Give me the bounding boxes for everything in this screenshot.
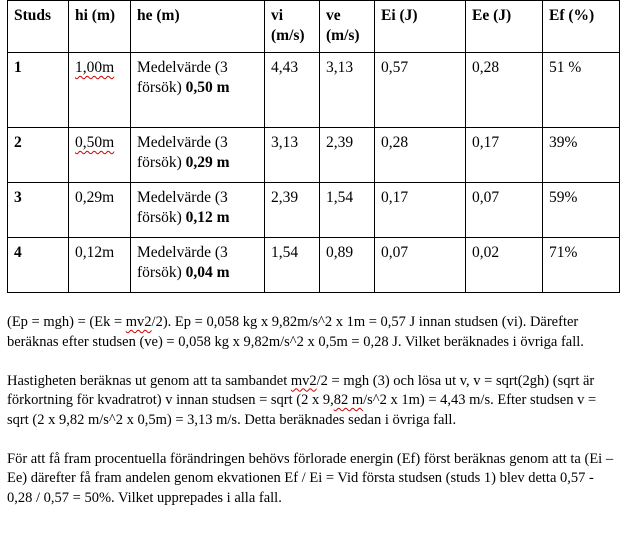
paragraph-text: /2 = mgh (3) och lösa ut v, v = sqrt(2gh) (sqrt är förkortning för kvadratrot) v innan studsen = sqrt (2 x 9, [7, 372, 595, 408]
cell-hi [69, 128, 131, 183]
paragraph-text-flagged: mv2 [290, 372, 317, 389]
cell-he [131, 53, 265, 128]
header-ee: Ee (J) [466, 1, 543, 53]
cell-vi: 3,13 [265, 128, 320, 183]
header-hi: hi (m) [69, 1, 131, 53]
hi-value: 0,29m [75, 189, 115, 206]
cell-ei: 0,28 [375, 128, 466, 183]
table-row [8, 53, 620, 128]
header-studs: Studs [8, 1, 69, 53]
he-value: 0,29 m [185, 154, 230, 171]
cell-hi [69, 53, 131, 128]
he-text: Medelvärde (3 försök) [137, 59, 228, 96]
cell-ei: 0,57 [375, 53, 466, 128]
cell-ee: 0,07 [466, 183, 543, 238]
cell-vi: 1,54 [265, 238, 320, 293]
cell-ee: 0,28 [466, 53, 543, 128]
he-text: Medelvärde (3 försök) [137, 244, 228, 281]
he-text: Medelvärde (3 försök) [137, 189, 228, 226]
header-vi: vi (m/s) [265, 1, 320, 53]
hi-value: 0,50m [75, 134, 115, 151]
paragraph-text: (Ep = mgh) = (Ek = [7, 314, 126, 330]
table-row [8, 238, 620, 293]
cell-studs: 4 [8, 238, 69, 293]
paragraph-text: Hastigheten beräknas ut genom att ta sambandet [7, 372, 291, 389]
paragraph-percentage: För att få fram procentuella förändringen behövs förlorade energin (Ef) först beräknas genom att ta (Ei – Ee) därefter få fram andelen genom ekvationen Ef / Ei = Vid första studsen (studs 1) blev detta 0,57 - 0,28 / 0,57 = 50%. Vilket upprepades i alla fall. [7, 450, 614, 506]
paragraph-text-flagged: mv2 [125, 314, 152, 330]
paragraph-text: /s^2 x 1m) = 4,43 m/s. Efter studsen v = sqrt (2 x 9,82 m/s^2 x 0,5m) = 3,13 m/s. Detta beräknades sedan i övriga fall. [7, 392, 597, 428]
paragraph-text: /2). Ep = 0,058 kg x 9,82m/s^2 x 1m = 0,57 J innan studsen (vi). Därefter beräknas efter studsen (ve) = 0,058 kg x 9,82m/s^2 x 0,5m = 0,28 J. Vilket beräknades i övriga fall. [7, 314, 584, 350]
he-value: 0,04 m [185, 264, 230, 281]
cell-ve: 3,13 [320, 53, 375, 128]
cell-ef: 71% [543, 238, 620, 293]
cell-ve: 1,54 [320, 183, 375, 238]
cell-vi: 4,43 [265, 53, 320, 128]
table-header-row [8, 1, 620, 53]
table-row [8, 183, 620, 238]
table-row [8, 128, 620, 183]
cell-ee: 0,17 [466, 128, 543, 183]
paragraph-velocity [7, 372, 619, 431]
cell-studs: 3 [8, 183, 69, 238]
paragraph-text-flagged: 82 m [333, 392, 364, 408]
cell-he [131, 128, 265, 183]
cell-hi [69, 238, 131, 293]
cell-studs: 1 [8, 53, 69, 128]
he-value: 0,50 m [185, 79, 230, 96]
he-text: Medelvärde (3 försök) [137, 134, 228, 171]
results-table [7, 0, 620, 293]
hi-value: 1,00m [75, 59, 115, 76]
cell-ve: 2,39 [320, 128, 375, 183]
hi-value: 0,12m [75, 244, 115, 261]
cell-ei: 0,17 [375, 183, 466, 238]
cell-ef: 59% [543, 183, 620, 238]
paragraph-energy [7, 313, 619, 352]
header-he: he (m) [131, 1, 265, 53]
header-ef: Ef (%) [543, 1, 620, 53]
cell-ei: 0,07 [375, 238, 466, 293]
header-ei: Ei (J) [375, 1, 466, 53]
cell-he [131, 183, 265, 238]
cell-studs: 2 [8, 128, 69, 183]
cell-ef: 39% [543, 128, 620, 183]
cell-ve: 0,89 [320, 238, 375, 293]
header-ve: ve (m/s) [320, 1, 375, 53]
notes-section [7, 313, 619, 528]
cell-vi: 2,39 [265, 183, 320, 238]
he-value: 0,12 m [185, 209, 230, 226]
cell-he [131, 238, 265, 293]
cell-ee: 0,02 [466, 238, 543, 293]
cell-hi [69, 183, 131, 238]
cell-ef: 51 % [543, 53, 620, 128]
